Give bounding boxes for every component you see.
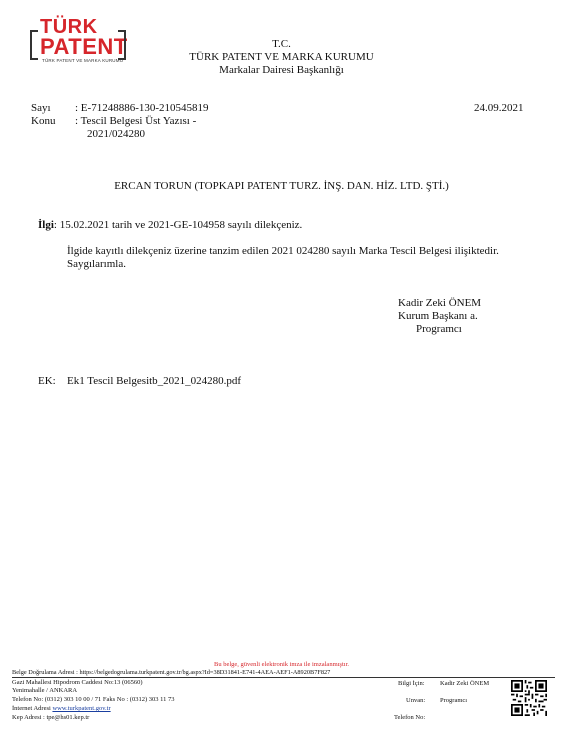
konu-label: Konu: [31, 115, 56, 127]
ilgi-text: : 15.02.2021 tarih ve 2021-GE-104958 sayılı dilekçeniz.: [53, 219, 303, 231]
footer-phone-fax: Telefon No: (0312) 303 10 00 / 71 Faks No : (0312) 303 11 73: [12, 696, 175, 703]
footer-address-1: Gazi Mahallesi Hipodrom Caddesi No:13 (06560): [12, 679, 143, 686]
attachment-file: Ek1 Tescil Belgesitb_2021_024280.pdf: [67, 375, 242, 387]
logo-line-patent: PATENT: [40, 34, 128, 59]
web-link[interactable]: www.turkpatent.gov.tr: [52, 705, 111, 712]
attachment-label: EK:: [38, 375, 56, 387]
verify-address: Belge Doğrulama Adresi : https://belgedogrulama.turkpatent.gov.tr/bg.aspx?Id=38D31841-E741-4AEA-AEF1-A8920B7F827: [12, 669, 331, 676]
footer-divider: [12, 677, 555, 678]
konu-value-number: 2021/024280: [87, 128, 146, 140]
logo-tagline: TÜRK PATENT VE MARKA KURUMU: [42, 58, 124, 63]
footer-address-2: Yenimahalle / ANKARA: [12, 687, 78, 694]
esign-note: Bu belge, güvenli elektronik imza ile imzalanmıştır.: [213, 661, 350, 668]
header-department: Markalar Dairesi Başkanlığı: [219, 64, 344, 76]
signer-name: Kadir Zeki ÖNEM: [398, 297, 482, 309]
ilgi-label: İlgi: [38, 219, 54, 231]
info-value: Kadir Zeki ÖNEM: [440, 680, 490, 687]
web-label: İnternet Adresi: [12, 705, 51, 712]
header-institution: TÜRK PATENT VE MARKA KURUMU: [189, 51, 374, 63]
closing: Saygılarımla.: [67, 258, 126, 270]
ilgi-line: [38, 219, 302, 231]
sayi-label: Sayı: [31, 102, 51, 114]
konu-value: : Tescil Belgesi Üst Yazısı -: [75, 115, 197, 127]
header-tc: T.C.: [272, 38, 291, 50]
sayi-value: : E-71248886-130-210545819: [75, 102, 209, 114]
unvan-value: Programcı: [440, 697, 468, 704]
footer-kep: Kep Adresi : tpe@hs01.kep.tr: [12, 714, 90, 721]
tel-label: Telefon No:: [394, 714, 426, 721]
body-paragraph: İlgide kayıtlı dilekçeniz üzerine tanzim edilen 2021 024280 sayılı Marka Tescil Belgesi ilişiktedir.: [67, 245, 499, 257]
logo-line-turk: TÜRK: [40, 16, 98, 38]
recipient: ERCAN TORUN (TOPKAPI PATENT TURZ. İNŞ. DAN. HİZ. LTD. ŞTİ.): [114, 180, 449, 192]
info-label: Bilgi İçin:: [398, 680, 425, 687]
footer-web: [12, 705, 111, 712]
unvan-label: Unvan:: [406, 697, 426, 704]
qr-code-icon: [511, 680, 547, 716]
signer-role: Programcı: [416, 323, 462, 335]
signer-title: Kurum Başkanı a.: [398, 310, 478, 322]
document-date: 24.09.2021: [474, 102, 524, 114]
